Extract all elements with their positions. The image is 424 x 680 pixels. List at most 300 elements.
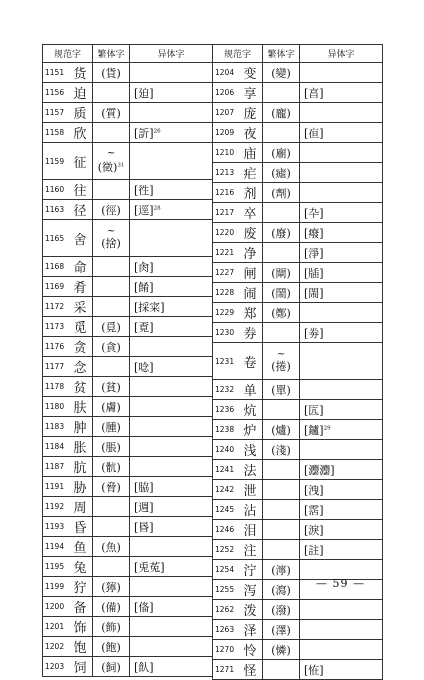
- variant-char: [300, 103, 383, 123]
- variant-form-text: [恠]: [304, 663, 324, 677]
- entry-number: 1213: [213, 163, 243, 183]
- entry-number: 1183: [43, 417, 73, 437]
- entry-number: 1207: [213, 103, 243, 123]
- traditional-form-text: (腫): [101, 420, 121, 434]
- table-row: [213, 600, 383, 620]
- variant-char: [300, 520, 383, 540]
- entry-number: 1160: [43, 180, 73, 200]
- variant-char: [130, 123, 213, 143]
- tilde-mark: ~: [106, 226, 116, 237]
- entry-number: 1204: [213, 63, 243, 83]
- variant-char: [300, 323, 383, 343]
- entry-number: 1195: [43, 557, 73, 577]
- entry-number: 1156: [43, 83, 73, 103]
- standard-char: 饲: [73, 657, 93, 677]
- variant-form-text: [癈]: [304, 226, 324, 240]
- table-row: [43, 317, 213, 337]
- table-row: [43, 397, 213, 417]
- variant-char: [300, 143, 383, 163]
- variant-form-text: [肏]: [134, 260, 154, 274]
- traditional-char: [93, 257, 130, 277]
- standard-char: 泪: [243, 520, 263, 540]
- variant-char: [300, 203, 383, 223]
- variant-form-text: [昬]: [134, 520, 154, 534]
- variant-char: [300, 123, 383, 143]
- variant-char: [300, 283, 383, 303]
- variant-form-text: [週]: [134, 500, 154, 514]
- traditional-char: [93, 123, 130, 143]
- variant-char: [300, 500, 383, 520]
- table-row: [213, 203, 383, 223]
- variant-char: [300, 163, 383, 183]
- traditional-form-text: (瀉): [271, 583, 291, 597]
- header-standard: 规范字: [43, 45, 93, 63]
- table-row: [43, 497, 213, 517]
- standard-char: 泻: [243, 580, 263, 600]
- variant-form-text: [兎菟]: [134, 560, 165, 574]
- variant-char: [300, 600, 383, 620]
- traditional-char: [263, 500, 300, 520]
- header-variant: 异体字: [300, 45, 383, 63]
- standard-char: 欣: [73, 123, 93, 143]
- entry-number: 1176: [43, 337, 73, 357]
- entry-number: 1228: [213, 283, 243, 303]
- standard-char: 废: [243, 223, 263, 243]
- tilde-mark: ~: [106, 147, 116, 159]
- standard-char: 庙: [243, 143, 263, 163]
- variant-char: [130, 617, 213, 637]
- traditional-form-text: (捨): [101, 237, 121, 250]
- standard-char: 怪: [243, 660, 263, 680]
- traditional-form-text: (廢): [271, 226, 291, 240]
- standard-char: 肿: [73, 417, 93, 437]
- table-row: [213, 343, 383, 380]
- standard-char: 肮: [73, 457, 93, 477]
- variant-char: [130, 537, 213, 557]
- standard-char: 往: [73, 180, 93, 200]
- entry-number: 1231: [213, 343, 243, 380]
- entry-number: 1200: [43, 597, 73, 617]
- traditional-form-text: (骯): [101, 460, 121, 474]
- entry-number: 1177: [43, 357, 73, 377]
- entry-number: 1173: [43, 317, 73, 337]
- entry-number: 1254: [213, 560, 243, 580]
- standard-char: 郑: [243, 303, 263, 323]
- traditional-char: [263, 203, 300, 223]
- variant-form-text: [餚]: [134, 280, 154, 294]
- traditional-char: [93, 357, 130, 377]
- standard-char: 浅: [243, 440, 263, 460]
- table-row: [213, 500, 383, 520]
- variant-char: [300, 640, 383, 660]
- variant-char: [130, 317, 213, 337]
- traditional-char: [93, 63, 130, 83]
- traditional-char: [93, 143, 130, 180]
- table-row: [43, 180, 213, 200]
- standard-char: 周: [73, 497, 93, 517]
- table-row: [43, 637, 213, 657]
- table-row: [43, 377, 213, 397]
- traditional-char: [263, 460, 300, 480]
- entry-number: 1236: [213, 400, 243, 420]
- table-row: [213, 620, 383, 640]
- table-row: [213, 440, 383, 460]
- traditional-char: [263, 303, 300, 323]
- table-row: [43, 220, 213, 257]
- entry-number: 1206: [213, 83, 243, 103]
- traditional-char: [263, 143, 300, 163]
- standard-char: 胀: [73, 437, 93, 457]
- table-row: [43, 437, 213, 457]
- variant-char: [130, 377, 213, 397]
- page-number: — 59 —: [316, 577, 365, 590]
- variant-char: [300, 480, 383, 500]
- traditional-form-text: (潑): [271, 603, 291, 617]
- entry-number: 1151: [43, 63, 73, 83]
- variant-char: [130, 63, 213, 83]
- standard-char: 炉: [243, 420, 263, 440]
- table-row: [213, 283, 383, 303]
- variant-char: [130, 200, 213, 220]
- traditional-char: [93, 317, 130, 337]
- traditional-char: [93, 517, 130, 537]
- table-row: [213, 163, 383, 183]
- traditional-char: [263, 183, 300, 203]
- traditional-char: [263, 63, 300, 83]
- variant-form-text: [唸]: [134, 360, 154, 374]
- header-traditional: 繁体字: [263, 45, 300, 63]
- entry-number: 1263: [213, 620, 243, 640]
- traditional-char: [263, 540, 300, 560]
- variant-char: [130, 417, 213, 437]
- variant-char: [300, 243, 383, 263]
- variant-form-text: [閙]: [304, 286, 324, 300]
- entry-number: 1158: [43, 123, 73, 143]
- traditional-char: [93, 417, 130, 437]
- variant-char: [130, 297, 213, 317]
- standard-char: 券: [243, 323, 263, 343]
- traditional-form-text: (閘): [271, 266, 291, 280]
- traditional-char: [263, 420, 300, 440]
- entry-number: 1199: [43, 577, 73, 597]
- traditional-char: [93, 83, 130, 103]
- entry-number: 1232: [213, 380, 243, 400]
- traditional-char: [263, 163, 300, 183]
- traditional-form-text: (鄭): [271, 306, 291, 320]
- entry-number: 1165: [43, 220, 73, 257]
- traditional-form-text: (膚): [101, 400, 121, 414]
- variant-char: [130, 457, 213, 477]
- table-row: [43, 457, 213, 477]
- standard-char: 质: [73, 103, 93, 123]
- standard-char: 肴: [73, 277, 93, 297]
- standard-char: 泄: [243, 480, 263, 500]
- variant-char: [300, 440, 383, 460]
- table-row: [213, 380, 383, 400]
- traditional-char: [263, 660, 300, 680]
- footnote-mark: 26: [153, 127, 161, 134]
- table-row: [43, 617, 213, 637]
- variant-char: [130, 637, 213, 657]
- traditional-char: [263, 600, 300, 620]
- traditional-char: [93, 557, 130, 577]
- standard-char: 泞: [243, 560, 263, 580]
- traditional-form-text: (徑): [101, 203, 121, 217]
- traditional-char: [263, 343, 300, 380]
- standard-char: 征: [73, 143, 93, 180]
- traditional-char: [263, 123, 300, 143]
- variant-char: [300, 183, 383, 203]
- table-row: [213, 303, 383, 323]
- variant-char: [300, 63, 383, 83]
- traditional-char: [263, 480, 300, 500]
- standard-char: 变: [243, 63, 263, 83]
- entry-number: 1238: [213, 420, 243, 440]
- traditional-char: [93, 220, 130, 257]
- standard-char: 夜: [243, 123, 263, 143]
- entry-number: 1210: [213, 143, 243, 163]
- standard-char: 注: [243, 540, 263, 560]
- traditional-char: [93, 617, 130, 637]
- table-row: [43, 277, 213, 297]
- standard-char: 怜: [243, 640, 263, 660]
- standard-char: 昏: [73, 517, 93, 537]
- traditional-form-text: (變): [271, 66, 291, 80]
- traditional-form-text: (貧): [101, 380, 121, 394]
- variant-form-text: [徃]: [134, 183, 154, 197]
- standard-char: 贪: [73, 337, 93, 357]
- variant-char: [130, 143, 213, 180]
- traditional-char: [93, 637, 130, 657]
- standard-char: 享: [243, 83, 263, 103]
- header-standard: 规范字: [213, 45, 263, 63]
- entry-number: 1242: [213, 480, 243, 500]
- traditional-char: [263, 520, 300, 540]
- table-row: [213, 540, 383, 560]
- entry-number: 1193: [43, 517, 73, 537]
- variant-form-text: [淨]: [304, 246, 324, 260]
- variant-char: [300, 303, 383, 323]
- traditional-char: [263, 400, 300, 420]
- variant-form-text: [註]: [304, 543, 324, 557]
- variant-form-text: [霑]: [304, 503, 324, 517]
- variant-form-text: [鑪]: [304, 423, 324, 437]
- traditional-char: [263, 580, 300, 600]
- traditional-form-text: (飾): [101, 620, 121, 634]
- standard-char: 念: [73, 357, 93, 377]
- variant-form-text: [劵]: [304, 326, 324, 340]
- variant-form-text: [俻]: [134, 600, 154, 614]
- variant-form-text: [灋灋]: [304, 463, 335, 477]
- entry-number: 1229: [213, 303, 243, 323]
- traditional-char: [263, 283, 300, 303]
- variant-char: [300, 380, 383, 400]
- variant-char: [130, 437, 213, 457]
- standard-char: 剂: [243, 183, 263, 203]
- header-variant: 异体字: [130, 45, 213, 63]
- variant-char: [300, 540, 383, 560]
- standard-char: 贫: [73, 377, 93, 397]
- standard-char: 闹: [243, 283, 263, 303]
- variant-char: [300, 223, 383, 243]
- traditional-form: [98, 161, 125, 174]
- table-row: [43, 657, 213, 677]
- entry-number: 1163: [43, 200, 73, 220]
- standard-char: 泽: [243, 620, 263, 640]
- variant-char: [300, 263, 383, 283]
- table-row: [213, 63, 383, 83]
- standard-char: 鱼: [73, 537, 93, 557]
- standard-char: 命: [73, 257, 93, 277]
- traditional-char: [93, 577, 130, 597]
- traditional-char: [263, 83, 300, 103]
- entry-number: 1241: [213, 460, 243, 480]
- traditional-form-text: (單): [271, 383, 291, 397]
- table-row: [43, 417, 213, 437]
- table-row: [43, 123, 213, 143]
- standard-char: 卷: [243, 343, 263, 380]
- table-row: [213, 640, 383, 660]
- standard-char: 庞: [243, 103, 263, 123]
- table-row: [43, 537, 213, 557]
- standard-char: 泼: [243, 600, 263, 620]
- table-row: [213, 263, 383, 283]
- traditional-char: [263, 223, 300, 243]
- standard-char: 沾: [243, 500, 263, 520]
- variant-char: [130, 180, 213, 200]
- traditional-char: [93, 657, 130, 677]
- table-row: [213, 460, 383, 480]
- entry-number: 1245: [213, 500, 243, 520]
- table-row: [213, 660, 383, 680]
- table-row: [43, 257, 213, 277]
- traditional-char: [263, 640, 300, 660]
- table-row: [43, 200, 213, 220]
- traditional-char: [263, 380, 300, 400]
- variant-form-text: [亱]: [304, 126, 324, 140]
- standard-char: 径: [73, 200, 93, 220]
- table-row: [213, 480, 383, 500]
- variant-char: [130, 577, 213, 597]
- entry-number: 1230: [213, 323, 243, 343]
- traditional-form-text: (備): [101, 600, 121, 614]
- traditional-form-text: (脹): [101, 440, 121, 454]
- traditional-char: [263, 560, 300, 580]
- entry-number: 1168: [43, 257, 73, 277]
- traditional-form: [101, 237, 121, 250]
- entry-number: 1178: [43, 377, 73, 397]
- table-row: [213, 520, 383, 540]
- standard-char: 狞: [73, 577, 93, 597]
- table-row: [43, 143, 213, 180]
- variant-char: [130, 557, 213, 577]
- entry-number: 1169: [43, 277, 73, 297]
- table-row: [213, 83, 383, 103]
- standard-char: 饱: [73, 637, 93, 657]
- standard-char: 肤: [73, 397, 93, 417]
- traditional-form-text: (瘧): [271, 166, 291, 180]
- traditional-char: [263, 103, 300, 123]
- table-header: [213, 45, 383, 63]
- variant-char: [130, 477, 213, 497]
- variant-char: [130, 517, 213, 537]
- traditional-form-text: (貨): [101, 66, 121, 80]
- traditional-char: [93, 477, 130, 497]
- entry-number: 1209: [213, 123, 243, 143]
- variant-form-text: [亯]: [304, 86, 324, 100]
- traditional-form: [271, 360, 291, 373]
- variant-char: [130, 337, 213, 357]
- table-row: [43, 557, 213, 577]
- table-row: [213, 183, 383, 203]
- tilde-mark: ~: [276, 349, 286, 360]
- entry-number: 1203: [43, 657, 73, 677]
- table-row: [43, 103, 213, 123]
- table-row: [43, 337, 213, 357]
- table-row: [43, 63, 213, 83]
- table-row: [213, 143, 383, 163]
- variant-char: [130, 103, 213, 123]
- table-row: [213, 123, 383, 143]
- traditional-form-text: (脅): [101, 480, 121, 494]
- standard-char: 闸: [243, 263, 263, 283]
- table-row: [213, 420, 383, 440]
- traditional-form-text: (貪): [101, 340, 121, 354]
- traditional-char: [93, 200, 130, 220]
- variant-char: [300, 343, 383, 380]
- standard-char: 备: [73, 597, 93, 617]
- footnote-mark: 31: [117, 162, 125, 169]
- table-row: [213, 400, 383, 420]
- entry-number: 1159: [43, 143, 73, 180]
- entry-number: 1180: [43, 397, 73, 417]
- traditional-stack: [271, 349, 291, 373]
- traditional-form-text: (龐): [271, 106, 291, 120]
- entry-number: 1172: [43, 297, 73, 317]
- variant-char: [130, 357, 213, 377]
- variant-char: [300, 660, 383, 680]
- entry-number: 1216: [213, 183, 243, 203]
- footnote-mark: 29: [323, 424, 331, 431]
- variant-char: [130, 220, 213, 257]
- entry-number: 1255: [213, 580, 243, 600]
- traditional-char: [93, 277, 130, 297]
- table-row: [213, 243, 383, 263]
- traditional-form-text: (覓): [101, 320, 121, 334]
- variant-char: [300, 420, 383, 440]
- character-table-left: [42, 44, 213, 677]
- variant-form-text: [牐]: [304, 266, 324, 280]
- table-row: [43, 477, 213, 497]
- variant-form-text: [洩]: [304, 483, 324, 497]
- traditional-char: [93, 457, 130, 477]
- traditional-char: [93, 437, 130, 457]
- traditional-stack: [98, 148, 125, 175]
- traditional-char: [93, 397, 130, 417]
- variant-form-text: [覔]: [134, 320, 154, 334]
- entry-number: 1191: [43, 477, 73, 497]
- standard-char: 迫: [73, 83, 93, 103]
- variant-char: [130, 257, 213, 277]
- traditional-char: [93, 337, 130, 357]
- entry-number: 1187: [43, 457, 73, 477]
- traditional-form-text: (濘): [271, 563, 291, 577]
- standard-char: 疟: [243, 163, 263, 183]
- table-row: [43, 297, 213, 317]
- table-row: [213, 323, 383, 343]
- variant-form-text: [飤]: [134, 660, 154, 674]
- table-row: [213, 223, 383, 243]
